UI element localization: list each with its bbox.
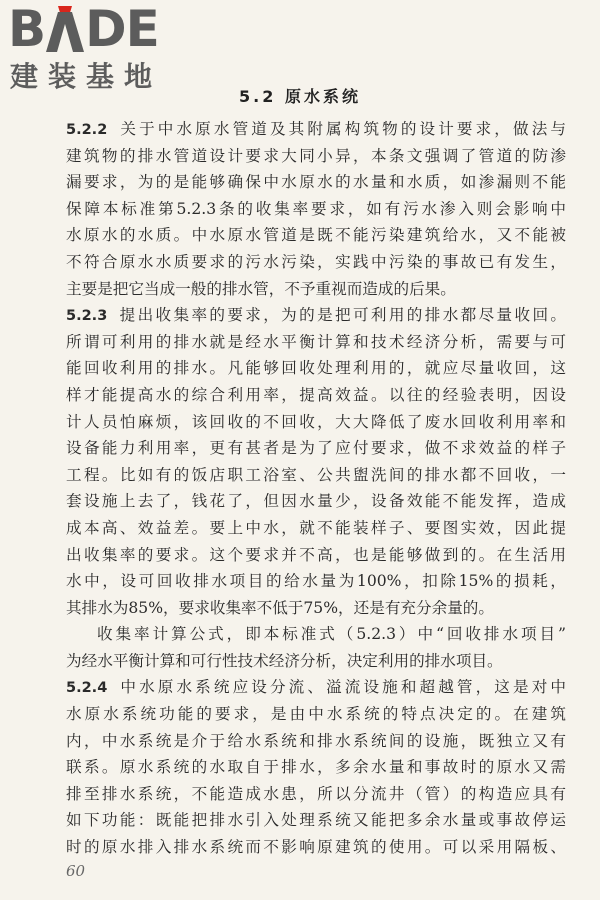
paragraph-5-2-4	[66, 674, 566, 860]
text-line: 其排水为85%，要求收集率不低于75%，还是有充分余量的。	[66, 598, 494, 617]
logo-letter-e: E	[125, 0, 159, 58]
clause-number: 5.2.3	[66, 308, 108, 325]
text-line: 5.2.3 提出收集率的要求，为的是把可利用的排水都尽量收回。	[66, 306, 566, 325]
logo-letter-d: D	[85, 0, 126, 58]
text-line: 水中，设可回收排水项目的给水量为100%，扣除15%的损耗，	[66, 572, 566, 591]
text-line: 水原水的水质。中水原水管道是既不能污染建筑给水，又不能被	[66, 226, 566, 245]
text-line: 5.2.4 中水原水系统应设分流、溢流设施和超越管，这是对中	[66, 678, 566, 697]
text-line: 保障本标准第5.2.3条的收集率要求，如有污水渗入则会影响中	[66, 199, 566, 218]
text-line: 样才能提高水的综合利用率，提高效益。以往的经验表明，因设	[66, 385, 566, 404]
paragraph-formula-note	[66, 621, 566, 674]
text-line: 工程。比如有的饭店职工浴室、公共盥洗间的排水都不回收，一	[66, 465, 566, 484]
paragraph-5-2-3	[66, 302, 566, 621]
text-line: 漏要求，为的是能够确保中水原水的水量和水质，如渗漏则不能	[66, 173, 566, 192]
text-line: 排至排水系统，不能造成水患，所以分流井（管）的构造应具有	[66, 784, 566, 803]
clause-number: 5.2.2	[66, 122, 108, 138]
logo-wordmark	[8, 0, 159, 58]
document-body	[66, 116, 566, 861]
text-line: 如下功能：既能把排水引入处理系统又能把多余水量或事故停运	[66, 811, 566, 830]
text-line: 为经水平衡计算和可行性技术经济分析，决定利用的排水项目。	[66, 651, 503, 670]
logo-a-mark-icon	[46, 6, 84, 52]
bade-logo	[8, 0, 186, 94]
text-line: 能回收利用的排水。凡能够回收处理利用的，就应尽量收回，这	[66, 359, 566, 378]
text-line: 出收集率的要求。这个要求并不高，也是能够做到的。在生活用	[66, 545, 566, 564]
text-line: 5.2.2 关于中水原水管道及其附属构筑物的设计要求，做法与	[66, 120, 566, 138]
text-line: 计人员怕麻烦，该回收的不回收，大大降低了废水回收利用率和	[66, 412, 566, 431]
clause-number: 5.2.4	[66, 680, 108, 697]
text-line: 内，中水系统是介于给水系统和排水系统间的设施，既独立又有	[66, 731, 566, 750]
text-line: 时的原水排入排水系统而不影响原建筑的使用。可以采用隔板、	[66, 838, 566, 857]
text-line: 套设施上去了，钱花了，但因水量少，设备效能不能发挥，造成	[66, 492, 566, 511]
text-line: 收集率计算公式，即本标准式（5.2.3）中“回收排水项目”	[97, 625, 566, 644]
logo-subtitle: 建装基地	[10, 60, 163, 93]
logo-letter-b: B	[8, 0, 46, 58]
section-title: 5.2 原水系统	[239, 87, 361, 106]
text-line: 联系。原水系统的水取自于排水，多余水量和事故时的原水又需	[66, 758, 566, 777]
text-line: 设备能力利用率，更有甚者是为了应付要求，做不求效益的样子	[66, 439, 566, 458]
text-line: 成本高、效益差。要上中水，就不能装样子、要图实效，因此提	[66, 518, 566, 537]
text-line: 水原水系统功能的要求，是由中水系统的特点决定的。在建筑	[66, 705, 566, 724]
paragraph-5-2-2	[66, 116, 566, 302]
text-line: 主要是把它当成一般的排水管，不予重视而造成的后果。	[66, 279, 456, 298]
page-number: 60	[66, 862, 86, 880]
text-line: 所谓可利用的排水就是经水平衡计算和技术经济分析，需要与可	[66, 332, 566, 351]
text-line: 不符合原水水质要求的污水污染，实践中污染的事故已有发生，	[66, 252, 566, 271]
text-line: 建筑物的排水管道设计要求大同小异，本条文强调了管道的防渗	[66, 146, 566, 165]
